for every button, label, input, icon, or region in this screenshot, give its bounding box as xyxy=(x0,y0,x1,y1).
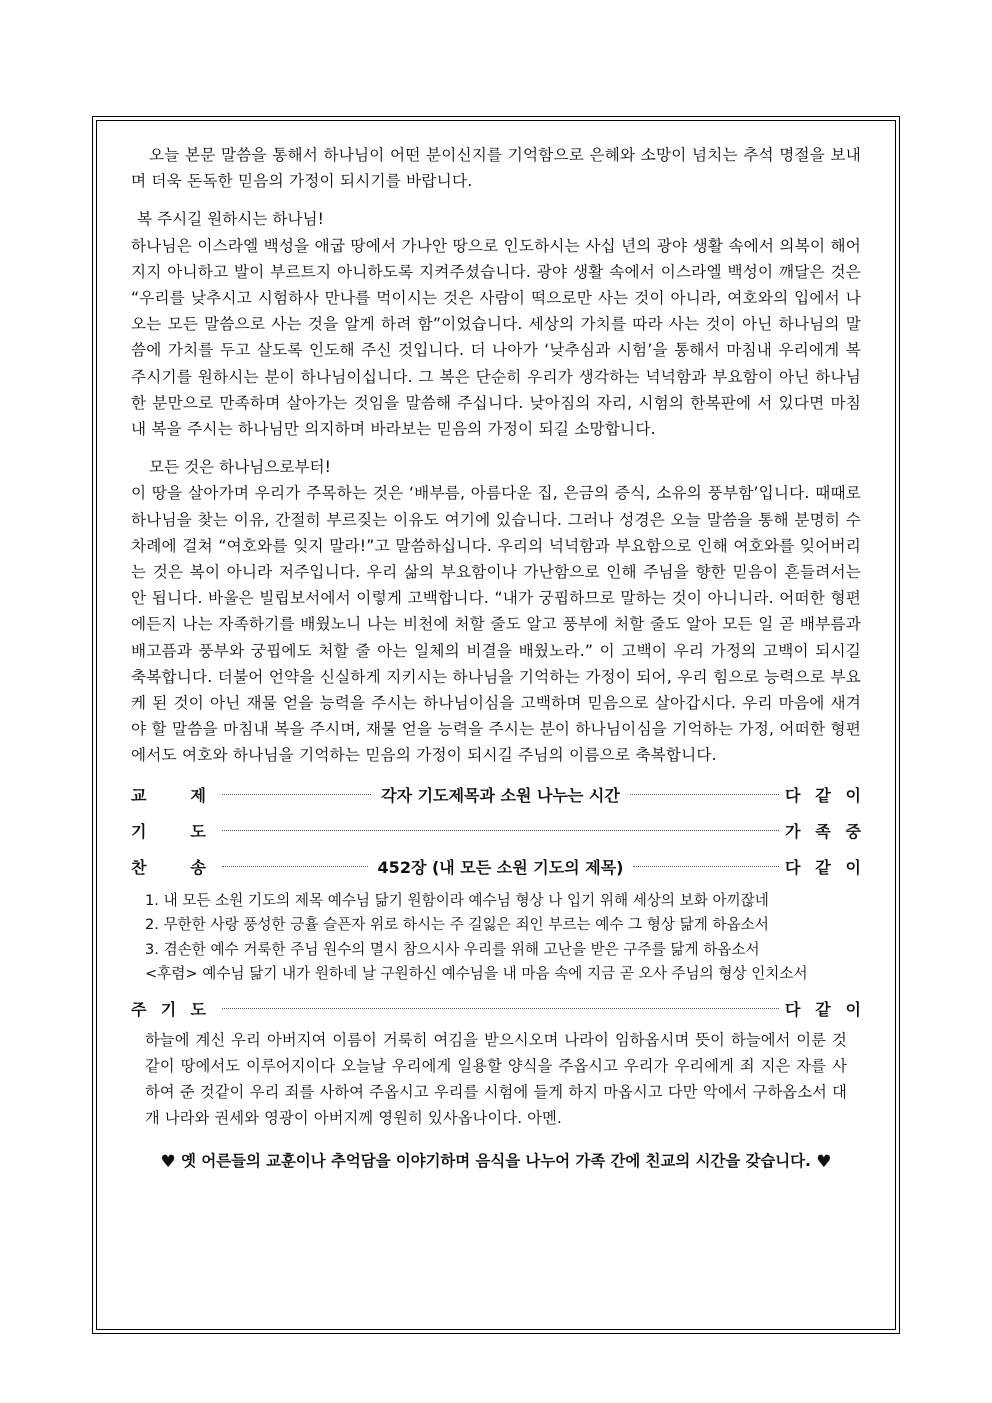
order-label: 교 제 xyxy=(131,786,206,806)
worship-content xyxy=(131,142,861,1172)
lords-prayer-text: 하늘에 계신 우리 아버지여 이름이 거룩히 여김을 받으시오며 나라이 임하옵시며 뜻이 하늘에서 이룬 것 같이 땅에서도 이루어지이다 오늘날 우리에게 일용할 양식을 주옵시고 우리가 우리에게 죄 지은 자를 사하여 준 것같이 우리 죄를 사하여 주옵시고 우리를 시험에 들게 하지 마옵시고 다만 악에서 구하옵소서 대개 나라와 권세와 영광이 아버지께 영원히 있사옵나이다. 아멘. xyxy=(145,1030,847,1127)
leader-dots xyxy=(222,866,368,867)
hymn-line: 3. 겸손한 예수 거룩한 주님 원수의 멸시 참으시사 우리를 위해 고난을 받은 구주를 닮게 하옵소서 xyxy=(145,940,760,958)
section1-heading: 복 주시길 원하시는 하나님! xyxy=(137,210,324,229)
heart-icon: ♥ xyxy=(160,1151,176,1172)
order-label: 찬 송 xyxy=(131,858,206,878)
order-label: 주 기 도 xyxy=(131,1000,206,1020)
footer-note xyxy=(131,1149,861,1172)
order-who: 다 같 이 xyxy=(785,786,862,806)
section1-body: 하나님은 이스라엘 백성을 애굽 땅에서 가나안 땅으로 인도하시는 사십 년의 광야 생활 속에서 의복이 해어지지 아니하고 발이 부르트지 아니하도록 지켜주셨습니다. 광야 생활 속에서 이스라엘 백성이 깨달은 것은 “우리를 낮추시고 시험하사 만나를 먹이시는 것은 사람이 떡으로만 사는 것이 아니라, 여호와의 입에서 나오는 모든 말씀으로 사는 것을 알게 하려 함”이었습니다. 세상의 가치를 따라 사는 것이 아닌 하나님의 말씀에 가치를 두고 살도록 인도해 주신 것입니다. 더 나아가 ‘낮추심과 시험’을 통해서 마침내 우리에게 복 주시기를 원하시는 분이 하나님이십니다. 그 복은 단순히 우리가 생각하는 넉넉함과 부요함이 아닌 하나님 한 분만으로 만족하며 살아가는 것임을 말씀해 주십니다. 낮아짐의 자리, 시험의 한복판에 서 있다면 마침내 복을 주시는 하나님만 의지하며 바라보는 믿음의 가정이 되길 소망합니다. xyxy=(131,236,861,439)
order-who: 다 같 이 xyxy=(785,858,861,878)
hymn-line: 2. 무한한 사랑 풍성한 긍휼 슬픈자 위로 하시는 주 길잃은 죄인 부르는 예수 그 형상 닮게 하옵소서 xyxy=(145,916,769,934)
leader-dots xyxy=(222,1008,779,1009)
order-row-prayer xyxy=(131,813,861,849)
footer-text: 옛 어른들의 교훈이나 추억담을 이야기하며 음식을 나누어 가족 간에 친교의 시간을 갖습니다. xyxy=(181,1151,811,1170)
order-row-fellowship xyxy=(131,777,861,813)
leader-dots xyxy=(630,794,779,795)
heart-icon: ♥ xyxy=(816,1151,832,1172)
order-label: 기 도 xyxy=(131,822,206,842)
section2-heading: 모든 것은 하나님으로부터! xyxy=(149,458,331,477)
intro-paragraph: 오늘 본문 말씀을 통해서 하나님이 어떤 분이신지를 기억함으로 은혜와 소망이 넘치는 추석 명절을 보내며 더욱 돈독한 믿음의 가정이 되시기를 바랍니다. xyxy=(131,146,861,191)
order-who: 가 족 중 xyxy=(785,822,861,842)
order-who: 다 같 이 xyxy=(785,1000,861,1020)
order-row-lords-prayer xyxy=(131,991,861,1027)
leader-dots xyxy=(222,794,371,795)
hymn-line: 1. 내 모든 소원 기도의 제목 예수님 닮기 원함이라 예수님 형상 나 입기 위해 세상의 보화 아끼잖네 xyxy=(145,891,769,909)
order-title: 각자 기도제목과 소원 나누는 시간 xyxy=(381,786,620,806)
order-row-hymn xyxy=(131,849,861,885)
leader-dots xyxy=(633,866,779,867)
leader-dots xyxy=(222,830,779,831)
hymn-refrain: <후렴> 예수님 닮기 내가 원하네 날 구원하신 예수님을 내 마음 속에 지금 곧 오사 주님의 형상 인치소서 xyxy=(145,965,808,983)
section2-body: 이 땅을 살아가며 우리가 주목하는 것은 ‘배부름, 아름다운 집, 은금의 증식, 소유의 풍부함’입니다. 때때로 하나님을 찾는 이유, 간절히 부르짖는 이유도 여기에 있습니다. 그러나 성경은 오늘 말씀을 통해 분명히 수차례에 걸쳐 “여호와를 잊지 말라!”고 말씀하십니다. 우리의 넉넉함과 부요함으로 인해 여호와를 잊어버리는 것은 복이 아니라 저주입니다. 우리 삶의 부요함이나 가난함으로 인해 주님을 향한 믿음이 흔들려서는 안 됩니다. 바울은 빌립보서에서 이렇게 고백합니다. “내가 궁핍하므로 말하는 것이 아니니라. 어떠한 형편에든지 나는 자족하기를 배웠노니 나는 비천에 처할 줄도 알고 풍부에 처할 줄도 알아 모든 일 곧 배부름과 배고픔과 풍부와 궁핍에도 처할 줄 아는 일체의 비결을 배웠노라.” 이 고백이 우리 가정의 고백이 되시길 축복합니다. 더불어 언약을 신실하게 지키시는 하나님을 기억하는 가정이 되어, 우리 힘으로 능력으로 부요케 된 것이 아닌 재물 얻을 능력을 주시는 하나님이심을 고백하며 믿음으로 살아갑시다. 우리 마음에 새겨야 할 말씀을 마침내 복을 주시며, 재물 얻을 능력을 주시는 분이 하나님이심을 기억하는 가정, 어떠한 형편에서도 여호와 하나님을 기억하는 믿음의 가정이 되시길 주님의 이름으로 축복합니다. xyxy=(131,484,861,765)
hymn-lyrics xyxy=(131,889,861,987)
order-title: 452장 (내 모든 소원 기도의 제목) xyxy=(377,858,624,878)
